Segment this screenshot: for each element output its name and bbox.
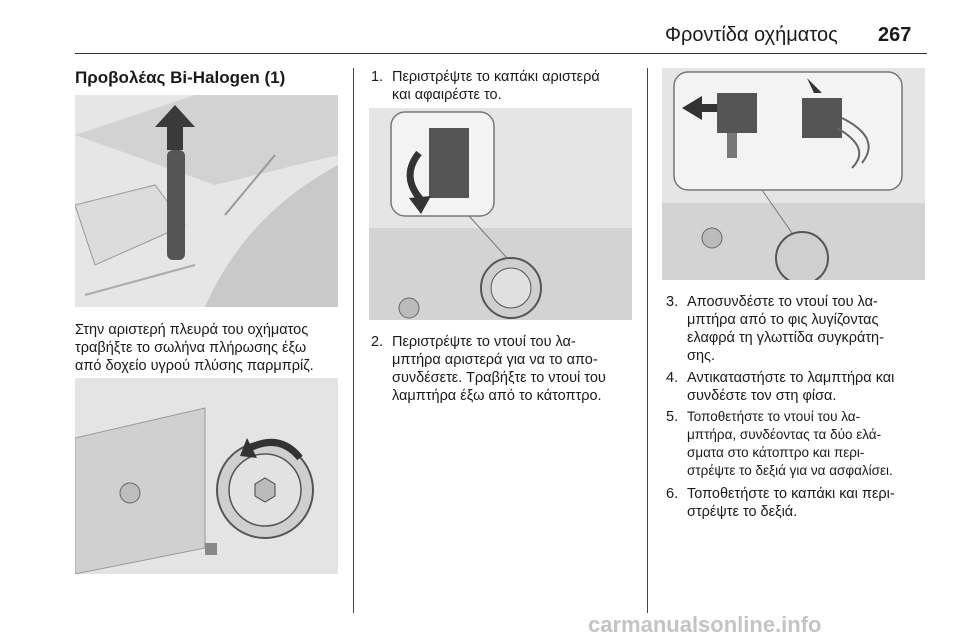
step-4 bbox=[666, 369, 926, 407]
step-line: και αφαιρέστε το. bbox=[392, 87, 502, 103]
step-line: Αντικαταστήστε το λαμπτήρα και bbox=[687, 370, 895, 386]
intro-paragraph bbox=[75, 321, 314, 375]
step-line: μπτήρα, συνδέοντας τα δύο ελά- bbox=[687, 427, 882, 442]
step-2 bbox=[371, 333, 641, 409]
page-number: 267 bbox=[878, 24, 912, 46]
column-divider-left bbox=[353, 68, 354, 613]
page-header-title: Φροντίδα οχήματος bbox=[665, 24, 838, 46]
step-line: Περιστρέψτε το ντουί του λα- bbox=[392, 334, 576, 350]
step-line: μπτήρα αριστερά για να το απο- bbox=[392, 352, 598, 368]
step-number: 2. bbox=[371, 334, 384, 350]
header-rule bbox=[75, 53, 927, 54]
intro-line: τραβήξτε το σωλήνα πλήρωσης έξω bbox=[75, 340, 307, 356]
step-line: συνδέσετε. Τραβήξτε το ντουί του bbox=[392, 370, 606, 386]
step-3 bbox=[666, 293, 926, 369]
step-number: 6. bbox=[666, 486, 679, 502]
figure-washer-filler-tube bbox=[75, 95, 338, 307]
figure-headlamp-cap-rotate bbox=[75, 378, 338, 574]
step-line: σης. bbox=[687, 348, 716, 364]
step-line: στρέψτε το δεξιά για να ασφαλίσει. bbox=[687, 463, 893, 478]
step-1 bbox=[371, 68, 636, 108]
step-line: Περιστρέψτε το καπάκι αριστερά bbox=[392, 69, 600, 85]
step-line: Τοποθετήστε το ντουί του λα- bbox=[687, 409, 861, 424]
step-line: Τοποθετήστε το καπάκι και περι- bbox=[687, 486, 895, 502]
step-6 bbox=[666, 485, 926, 523]
step-line: στρέψτε το δεξιά. bbox=[687, 504, 798, 520]
step-line: σματα στο κάτοπτρο και περι- bbox=[687, 445, 865, 460]
figure-cap-turn-left bbox=[369, 108, 632, 320]
step-line: ελαφρά τη γλωττίδα συγκράτη- bbox=[687, 330, 884, 346]
step-number: 5. bbox=[666, 409, 679, 425]
figure-bulb-holder-disconnect bbox=[662, 68, 925, 280]
intro-line: Στην αριστερή πλευρά του οχήματος bbox=[75, 322, 309, 338]
column-divider-right bbox=[647, 68, 648, 613]
step-line: συνδέστε τον στη φίσα. bbox=[687, 388, 837, 404]
step-number: 3. bbox=[666, 294, 679, 310]
watermark: carmanualsonline.info bbox=[588, 612, 822, 637]
step-line: λαμπτήρα έξω από το κάτοπτρο. bbox=[392, 388, 602, 404]
step-number: 4. bbox=[666, 370, 679, 386]
section-title: Προβολέας Bi-Halogen (1) bbox=[75, 68, 286, 87]
step-line: Αποσυνδέστε το ντουί του λα- bbox=[687, 294, 878, 310]
step-line: μπτήρα από το φις λυγίζοντας bbox=[687, 312, 879, 328]
step-5 bbox=[666, 408, 928, 484]
intro-line: από δοχείο υγρού πλύσης παρμπρίζ. bbox=[75, 358, 314, 374]
step-number: 1. bbox=[371, 69, 384, 85]
